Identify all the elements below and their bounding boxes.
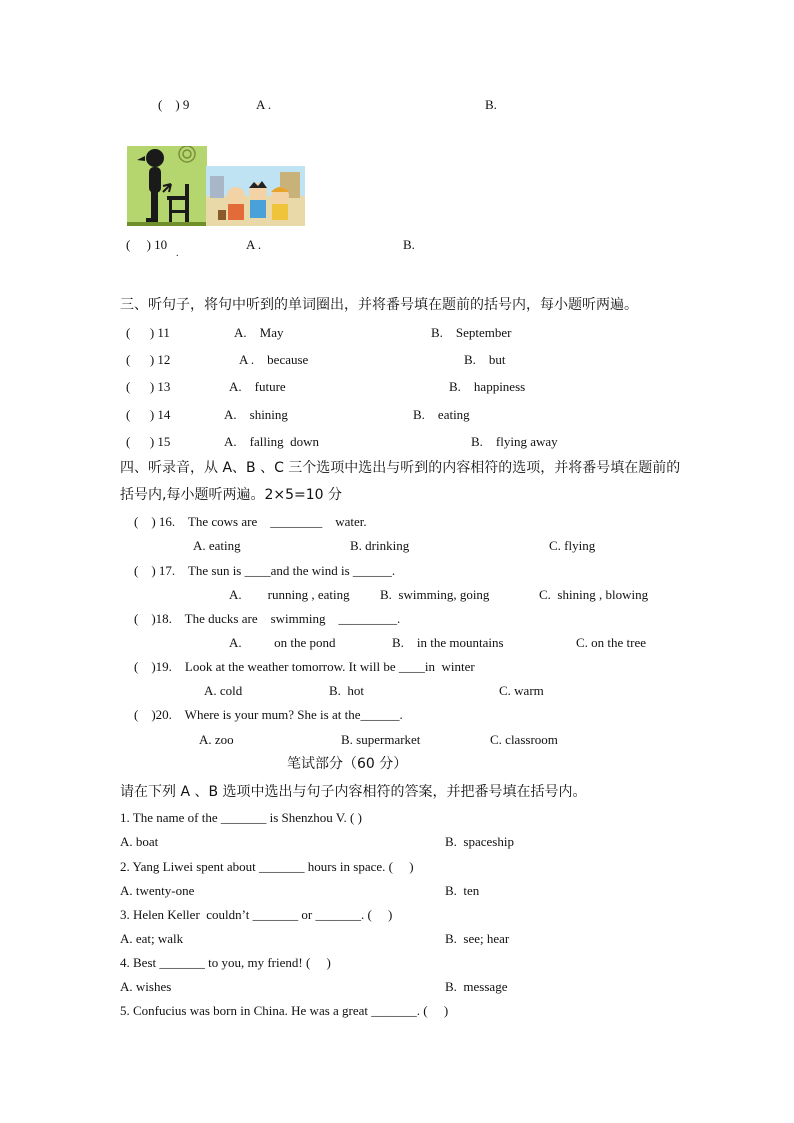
q20-option-c: C. classroom [490, 732, 558, 747]
q20-option-a: A. zoo [199, 732, 234, 747]
w3-option-a: A. eat; walk [120, 931, 184, 946]
q14-option-a: A. shining [224, 407, 288, 422]
q11-option-b: B. September [431, 325, 512, 340]
q18-option-b: B. in the mountains [392, 635, 504, 650]
q10-paren: ( ) 10 [126, 237, 168, 252]
w4-question: 4. Best _______ to you, my friend! ( ) [120, 955, 331, 970]
q16-option-c: C. flying [549, 538, 596, 553]
w2-option-b: B. ten [445, 883, 480, 898]
q17-option-c: C. shining , blowing [539, 587, 649, 602]
q19-option-a: A. cold [204, 683, 243, 698]
q19-stem: ( )19. Look at the weather tomorrow. It will be ____in winter [134, 659, 475, 674]
q10-option-b: B. [403, 237, 415, 252]
q13-option-b: B. happiness [449, 379, 526, 394]
q14-paren: ( ) 14 [126, 407, 171, 422]
q10-option-a: A . [246, 237, 262, 252]
section4-heading-line1: 四、听录音，从 A、B 、C 三个选项中选出与听到的内容相符的选项，并将番号填在题前的 [120, 460, 681, 476]
q18-option-a: A. on the pond [229, 635, 336, 650]
written-section-title: 笔试部分（60 分） [287, 756, 408, 772]
w2-option-a: A. twenty-one [120, 883, 195, 898]
stick-figure-sitting-image [127, 146, 207, 226]
q17-stem: ( ) 17. The sun is ____and the wind is ______. [134, 563, 396, 578]
q12-paren: ( ) 12 [126, 352, 171, 367]
q14-option-b: B. eating [413, 407, 470, 422]
q18-stem: ( )18. The ducks are swimming _________. [134, 611, 401, 626]
w1-option-b: B. spaceship [445, 834, 514, 849]
q11-paren: ( ) 11 [126, 325, 170, 340]
section4-heading-line2: 括号内,每小题听两遍。2×5=10 分 [120, 487, 342, 503]
q16-option-a: A. eating [193, 538, 241, 553]
q15-option-b: B. flying away [471, 434, 558, 449]
q18-option-c: C. on the tree [576, 635, 647, 650]
q13-paren: ( ) 13 [126, 379, 171, 394]
q12-option-b: B. but [464, 352, 506, 367]
w1-option-a: A. boat [120, 834, 159, 849]
written-instruction: 请在下列 A 、B 选项中选出与句子内容相符的答案，并把番号填在括号内。 [120, 784, 587, 800]
q11-option-a: A. May [234, 325, 284, 340]
w1-question: 1. The name of the _______ is Shenzhou V. ( ) [120, 810, 362, 825]
q17-option-a: A. running , eating [229, 587, 350, 602]
q17-option-b: B. swimming, going [380, 587, 490, 602]
q9-paren: ( ) 9 [158, 97, 190, 112]
crying-children-image [206, 166, 305, 226]
q19-option-c: C. warm [499, 683, 544, 698]
q19-option-b: B. hot [329, 683, 365, 698]
section3-heading: 三、听句子，将句中听到的单词圈出，并将番号填在题前的括号内，每小题听两遍。 [120, 297, 638, 313]
q20-stem: ( )20. Where is your mum? She is at the______. [134, 707, 403, 722]
q15-paren: ( ) 15 [126, 434, 171, 449]
q20-option-b: B. supermarket [341, 732, 421, 747]
w4-option-b: B. message [445, 979, 508, 994]
q13-option-a: A. future [229, 379, 286, 394]
w2-question: 2. Yang Liwei spent about _______ hours in space. ( ) [120, 859, 414, 874]
q9-option-b: B. [485, 97, 497, 112]
q15-option-a: A. falling down [224, 434, 319, 449]
q16-stem: ( ) 16. The cows are ________ water. [134, 514, 367, 529]
w3-question: 3. Helen Keller couldn’t _______ or _______. ( ) [120, 907, 393, 922]
q9-option-a: A . [256, 97, 272, 112]
q16-option-b: B. drinking [350, 538, 410, 553]
w5-question: 5. Confucius was born in China. He was a great _______. ( ) [120, 1003, 449, 1018]
w4-option-a: A. wishes [120, 979, 172, 994]
w3-option-b: B. see; hear [445, 931, 510, 946]
q12-option-a: A . because [239, 352, 309, 367]
q10-dot: . [176, 248, 179, 259]
